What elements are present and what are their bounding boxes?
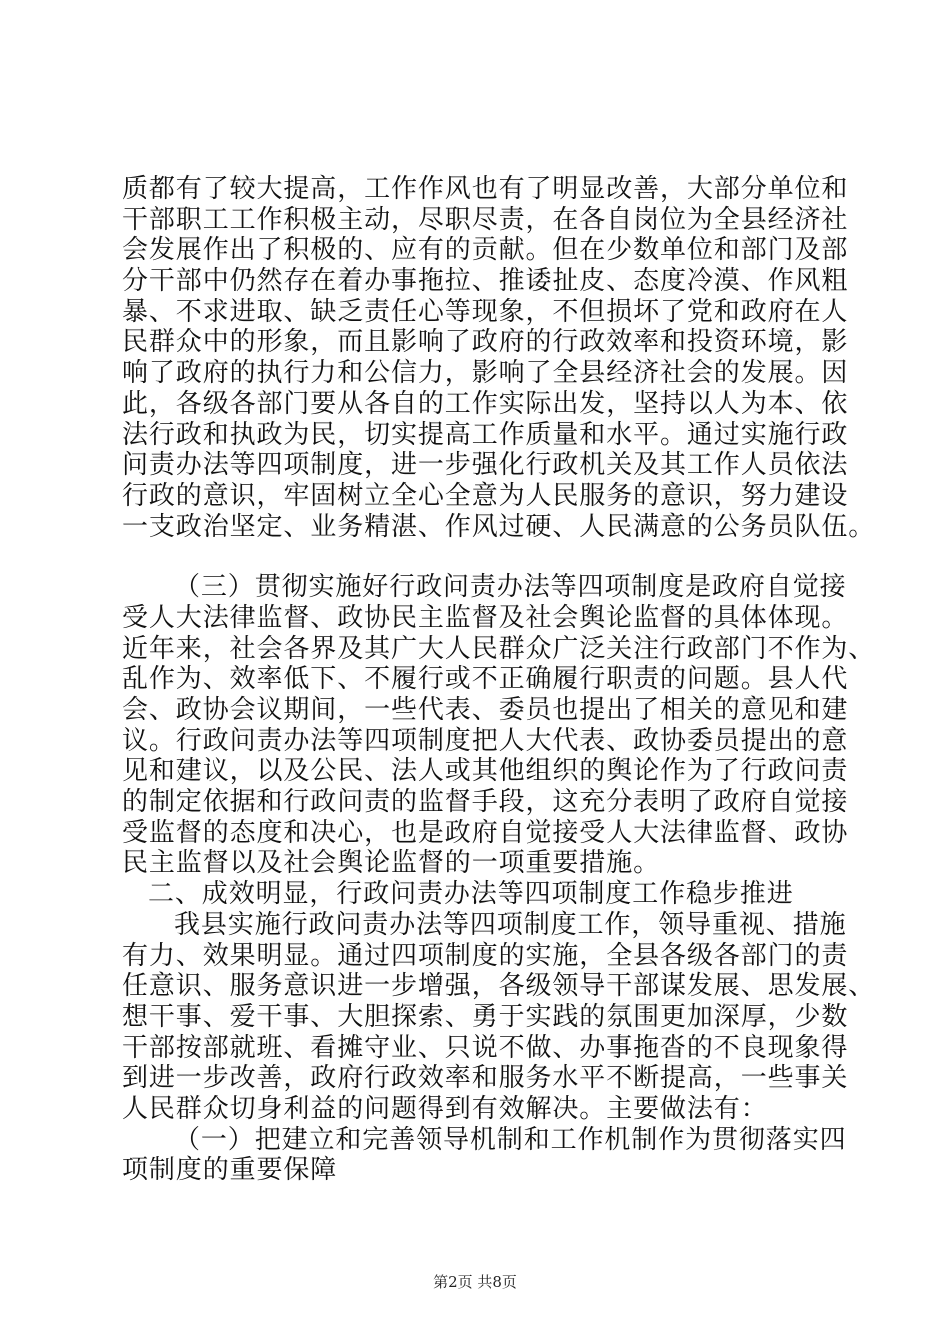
text-line: 受监督的态度和决心，也是政府自觉接受人大法律监督、政协: [122, 817, 849, 848]
subsection-heading: [122, 1124, 847, 1186]
text-line: 议。行政问责办法等四项制度把人大代表、政协委员提出的意: [122, 725, 849, 756]
text-line: 有力、效果明显。通过四项制度的实施，全县各级各部门的责: [122, 940, 849, 971]
text-line: 问责办法等四项制度，进一步强化行政机关及其工作人员依法: [122, 450, 849, 481]
text-line: 会发展作出了积极的、应有的贡献。但在少数单位和部门及部: [122, 235, 849, 266]
text-line: 的制定依据和行政问责的监督手段，这充分表明了政府自觉接: [122, 787, 849, 818]
section-heading: 二、成效明显，行政问责办法等四项制度工作稳步推进: [148, 879, 794, 910]
text-line: 乱作为、效率低下、不履行或不正确履行职责的问题。县人代: [122, 664, 849, 695]
text-line: 暴、不求进取、缺乏责任心等现象，不但损坏了党和政府在人: [122, 296, 849, 327]
text-line: （一）把建立和完善领导机制和工作机制作为贯彻落实四: [174, 1124, 847, 1155]
text-line: 项制度的重要保障: [122, 1155, 338, 1186]
paragraph-3: [122, 909, 876, 1125]
text-line: 法行政和执政为民，切实提高工作质量和水平。通过实施行政: [122, 419, 849, 450]
text-line: 想干事、爱干事、大胆探索、勇于实践的氛围更加深厚，少数: [122, 1001, 849, 1032]
text-line: 响了政府的执行力和公信力，影响了全县经济社会的发展。因: [122, 358, 849, 389]
text-line: 民主监督以及社会舆论监督的一项重要措施。: [122, 848, 661, 879]
text-line: 质都有了较大提高，工作作风也有了明显改善，大部分单位和: [122, 174, 849, 204]
text-line: 民群众中的形象，而且影响了政府的行政效率和投资环境，影: [122, 327, 849, 358]
text-line: 任意识、服务意识进一步增强，各级领导干部谋发展、思发展、: [122, 971, 876, 1002]
text-line: 此，各级各部门要从各自的工作实际出发，坚持以人为本、依: [122, 388, 849, 419]
text-line: 会、政协会议期间，一些代表、委员也提出了相关的意见和建: [122, 695, 849, 725]
text-line: 受人大法律监督、政协民主监督及社会舆论监督的具体体现。: [122, 602, 849, 633]
text-line: 我县实施行政问责办法等四项制度工作，领导重视、措施: [174, 909, 847, 940]
page-number-footer: 第2页 共8页: [433, 1273, 517, 1291]
text-line: 分干部中仍然存在着办事拖拉、推诿扯皮、态度冷漠、作风粗: [122, 266, 849, 297]
text-line: 行政的意识，牢固树立全心全意为人民服务的意识，努力建设: [122, 480, 849, 511]
text-line: 近年来，社会各界及其广大人民群众广泛关注行政部门不作为、: [122, 633, 876, 664]
document-body: [122, 174, 876, 1186]
text-line: 干部职工工作积极主动，尽职尽责，在各自岗位为全县经济社: [122, 204, 849, 235]
paragraph-1: [122, 174, 876, 542]
text-line: （三）贯彻实施好行政问责办法等四项制度是政府自觉接: [174, 572, 847, 603]
paragraph-spacer: [122, 542, 834, 572]
paragraph-2: [122, 572, 876, 879]
text-line: 见和建议，以及公民、法人或其他组织的舆论作为了行政问责: [122, 756, 849, 787]
text-line: 人民群众切身利益的问题得到有效解决。主要做法有：: [122, 1093, 768, 1124]
text-line: 干部按部就班、看摊守业、只说不做、办事拖沓的不良现象得: [122, 1032, 849, 1063]
text-line: 到进一步改善，政府行政效率和服务水平不断提高，一些事关: [122, 1063, 849, 1094]
text-line: 一支政治坚定、业务精湛、作风过硬、人民满意的公务员队伍。: [122, 511, 876, 542]
